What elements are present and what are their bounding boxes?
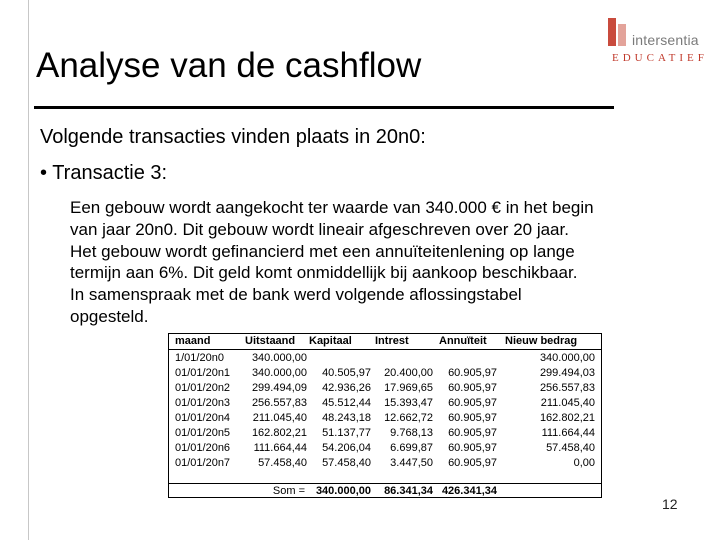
table-cell: 162.802,21	[251, 427, 307, 439]
table-cell: 54.206,04	[322, 442, 371, 454]
table-cell: 20.400,00	[384, 367, 433, 379]
table-cell: 01/01/20n5	[175, 427, 231, 439]
table-cell: 01/01/20n2	[175, 382, 231, 394]
table-cell: 0,00	[573, 457, 595, 469]
logo-mark-icon	[608, 18, 628, 46]
paragraph-line: Het gebouw wordt gefinancierd met een annuïteitenlening op lange	[70, 241, 575, 261]
table-cell: 60.905,97	[448, 382, 497, 394]
logo-name: intersentia	[632, 32, 699, 48]
table-cell: 60.905,97	[448, 367, 497, 379]
table-cell: 01/01/20n6	[175, 442, 231, 454]
table-cell: 340.000,00	[251, 367, 307, 379]
table-cell: 12.662,72	[384, 412, 433, 424]
table-header-cell: Uitstaand	[245, 335, 296, 347]
table-footer-annuiteit: 426.341,34	[441, 485, 497, 497]
table-cell: 299.494,09	[251, 382, 307, 394]
table-cell: 17.969,65	[384, 382, 433, 394]
intersentia-logo	[608, 14, 712, 66]
table-cell: 57.458,40	[322, 457, 371, 469]
left-margin-rule	[28, 0, 29, 540]
table-cell: 60.905,97	[448, 457, 497, 469]
table-cell: 01/01/20n3	[175, 397, 231, 409]
table-header-cell: maand	[175, 335, 211, 347]
table-cell: 111.664,44	[253, 442, 307, 454]
table-cell: 299.494,03	[539, 367, 595, 379]
table-cell: 01/01/20n4	[175, 412, 231, 424]
table-cell: 1/01/20n0	[175, 352, 224, 364]
paragraph-line: Een gebouw wordt aangekocht ter waarde van 340.000 € in het begin	[70, 198, 594, 217]
table-cell: 211.045,40	[252, 412, 307, 424]
table-cell: 60.905,97	[448, 427, 497, 439]
table-cell: 340.000,00	[251, 352, 307, 364]
table-cell: 340.000,00	[539, 352, 595, 364]
paragraph-line: opgesteld.	[70, 306, 149, 326]
table-cell: 42.936,26	[322, 382, 371, 394]
table-cell: 9.768,13	[390, 427, 433, 439]
slide-title: Analyse van de cashflow	[36, 46, 422, 85]
table-footer-label: Som =	[272, 485, 305, 497]
table-cell: 256.557,83	[251, 397, 307, 409]
table-header-cell: Intrest	[375, 335, 409, 347]
table-cell: 45.512,44	[322, 397, 371, 409]
table-cell: 6.699,87	[390, 442, 433, 454]
table-cell: 48.243,18	[322, 412, 371, 424]
table-footer-rule	[169, 483, 601, 484]
table-cell: 211.045,40	[540, 397, 595, 409]
intro-text: Volgende transacties vinden plaats in 20n0:	[40, 126, 426, 148]
title-underline	[34, 106, 614, 109]
table-cell: 60.905,97	[448, 442, 497, 454]
table-footer-kapitaal: 340.000,00	[315, 485, 371, 497]
table-footer-intrest: 86.341,34	[384, 485, 433, 497]
paragraph-line: van jaar 20n0. Dit gebouw wordt lineair afgeschreven over 20 jaar.	[70, 219, 569, 239]
table-cell: 60.905,97	[448, 412, 497, 424]
bullet-transactie-3: • Transactie 3:	[40, 162, 168, 184]
table-cell: 162.802,21	[539, 412, 595, 424]
table-cell: 40.505,97	[322, 367, 371, 379]
table-header-cell: Nieuw bedrag	[505, 335, 578, 347]
table-cell: 01/01/20n1	[175, 367, 231, 379]
paragraph-line: termijn aan 6%. Dit geld komt onmiddellijk bij aankoop beschikbaar.	[70, 263, 578, 283]
table-cell: 60.905,97	[448, 397, 497, 409]
amortization-table	[168, 333, 602, 498]
logo-subtitle: EDUCATIEF	[612, 52, 708, 64]
table-header-cell: Kapitaal	[309, 335, 352, 347]
table-header-cell: Annuïteit	[439, 335, 487, 347]
table-cell: 57.458,40	[546, 442, 595, 454]
table-cell: 01/01/20n7	[175, 457, 231, 469]
table-cell: 256.557,83	[539, 382, 595, 394]
transaction-description	[70, 197, 700, 328]
table-cell: 51.137,77	[322, 427, 371, 439]
table-cell: 3.447,50	[390, 457, 433, 469]
paragraph-line: In samenspraak met de bank werd volgende aflossingstabel	[70, 285, 522, 305]
table-cell: 57.458,40	[258, 457, 307, 469]
table-cell: 15.393,47	[384, 397, 433, 409]
page-number: 12	[662, 496, 678, 512]
table-cell: 111.664,44	[541, 427, 595, 439]
